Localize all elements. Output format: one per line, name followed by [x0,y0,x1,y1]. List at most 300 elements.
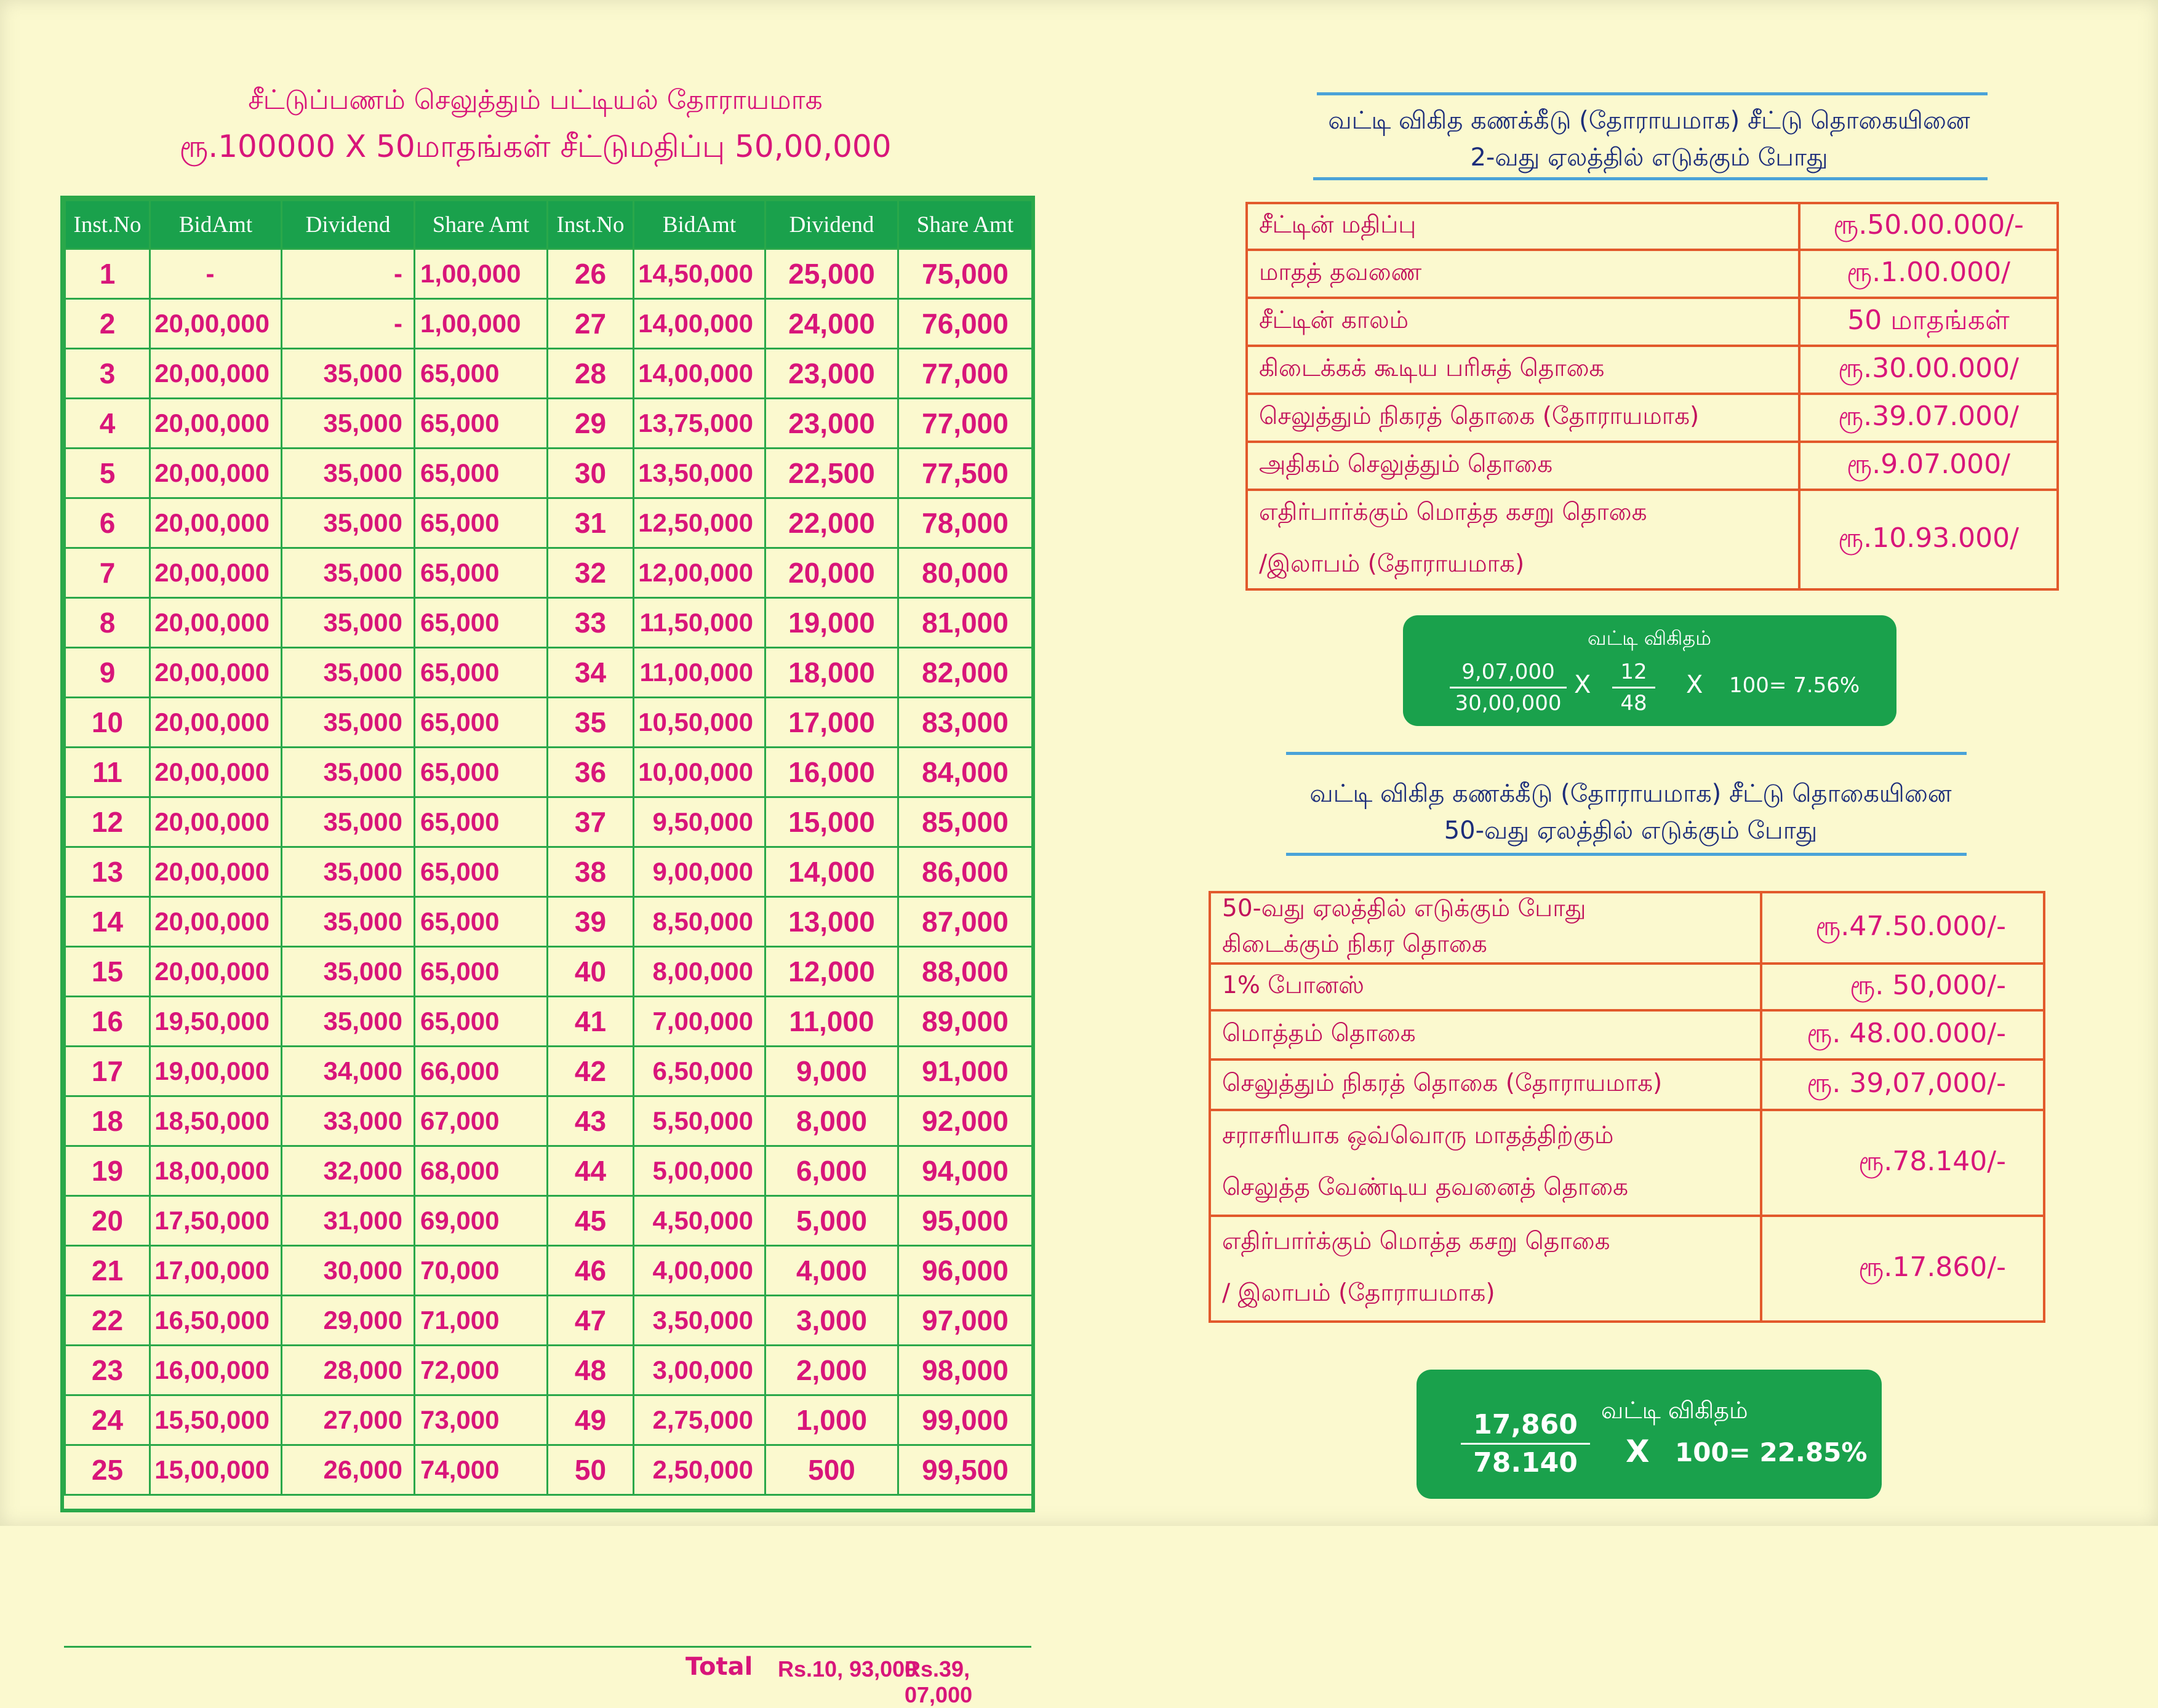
section1-heading-line2: 2-வது ஏலத்தில் எடுக்கும் போது [1470,143,1828,172]
table-cell: 8,00,000 [634,947,765,997]
table-cell: 10,50,000 [634,698,765,748]
info-row [1247,250,2058,298]
table-cell: 23,000 [765,399,898,449]
table-cell: 76,000 [898,299,1033,349]
table-cell: 2,50,000 [634,1445,765,1495]
table-cell: 9,00,000 [634,847,765,897]
rate-label: வட்டி விகிதம் [1588,626,1711,650]
table-cell: 4,000 [765,1246,898,1296]
column-header: BidAmt [634,201,765,249]
table-row [65,1346,1033,1395]
fraction-denominator: 78.140 [1473,1447,1578,1479]
table-row [65,698,1033,748]
table-row [65,498,1033,548]
table-cell: 1,00,000 [415,249,548,299]
table-cell: 35,000 [282,498,415,548]
info-value: ரூ. 48.00.000/- [1761,1010,2044,1060]
table-cell: 35,000 [282,349,415,399]
table-cell: 74,000 [415,1445,548,1495]
rate-label: வட்டி விகிதம் [1601,1397,1748,1424]
table-cell: 18,000 [765,648,898,698]
section1-heading-line1: வட்டி விகித கணக்கீடு (தோராயமாக) சீட்டு தொகையினை [1328,106,1970,135]
info-key-line: / இலாபம் (தோராயமாக) [1222,1279,1495,1307]
table-cell: 66,000 [415,1047,548,1096]
section2-heading-line1: வட்டி விகித கணக்கீடு (தோராயமாக) சீட்டு தொகையினை [1309,780,1952,808]
table-cell: 8,50,000 [634,897,765,947]
table-cell: 15 [65,947,150,997]
table-cell: 20,00,000 [150,498,282,548]
info-value: ரூ.30.00.000/ [1799,346,2058,394]
table-cell: 23,000 [765,349,898,399]
table-cell: 65,000 [415,997,548,1047]
table-row [65,349,1033,399]
table-cell: 65,000 [415,797,548,847]
table-cell: 20,00,000 [150,548,282,598]
section2-heading-line2: 50-வது ஏலத்தில் எடுக்கும் போது [1444,816,1818,845]
table-cell: 27 [548,299,634,349]
table-cell: 8,000 [765,1096,898,1146]
info-value: ரூ.17.860/- [1761,1216,2044,1322]
table-cell: 87,000 [898,897,1033,947]
table-cell: 1,000 [765,1395,898,1445]
table-cell: 22 [65,1296,150,1346]
table-cell: 16,000 [765,748,898,797]
table-cell: 20,00,000 [150,648,282,698]
fraction-numerator: 12 [1620,660,1647,684]
table-cell: 69,000 [415,1196,548,1246]
table-cell: 29,000 [282,1296,415,1346]
table-cell: 86,000 [898,847,1033,897]
table-cell: 99,500 [898,1445,1033,1495]
info-key-line: அதிகம் செலுத்தும் தொகை [1259,450,1553,478]
table-cell: 22,000 [765,498,898,548]
info-row [1247,442,2058,490]
divider-rule [1313,177,1988,180]
table-cell: 36 [548,748,634,797]
table-cell: 8 [65,598,150,648]
table-cell: 28,000 [282,1346,415,1395]
table-cell: 82,000 [898,648,1033,698]
info-key-line: /இலாபம் (தோராயமாக) [1259,550,1525,578]
table-cell: 17,000 [765,698,898,748]
table-row [65,947,1033,997]
info-row [1210,1110,2044,1216]
table-cell: 41 [548,997,634,1047]
table-cell: 10 [65,698,150,748]
schedule-title [62,79,1009,171]
table-cell: 20,00,000 [150,748,282,797]
table-cell: 67,000 [415,1096,548,1146]
table-row [65,399,1033,449]
table-cell: - [282,249,415,299]
info-value: ரூ. 39,07,000/- [1761,1060,2044,1110]
rate-result: 100= 7.56% [1729,673,1860,698]
table-cell: 2,75,000 [634,1395,765,1445]
table-cell: 16,00,000 [150,1346,282,1395]
info-value: ரூ.47.50.000/- [1761,892,2044,964]
info-key-line: கிடைக்கும் நிகர தொகை [1222,930,1487,958]
column-header: Dividend [765,201,898,249]
info-value: ரூ.39.07.000/ [1799,394,2058,442]
info-key [1247,346,1799,394]
table-cell: 20,00,000 [150,299,282,349]
info-row [1210,1010,2044,1060]
info-key-line: எதிர்பார்க்கும் மொத்த கசறு தொகை [1222,1227,1610,1255]
table-row [65,1196,1033,1246]
table-cell: 7,00,000 [634,997,765,1047]
divider-rule [1286,853,1967,856]
table-cell: 20,00,000 [150,698,282,748]
table-cell: 89,000 [898,997,1033,1047]
table-row [65,897,1033,947]
table-row [65,598,1033,648]
table-cell: 20,00,000 [150,449,282,498]
table-row [65,449,1033,498]
table-cell: 9 [65,648,150,698]
table-cell: 73,000 [415,1395,548,1445]
table-cell: - [282,299,415,349]
table-cell: 6 [65,498,150,548]
table-cell: 20,00,000 [150,349,282,399]
table-cell: 35 [548,698,634,748]
table-cell: 24 [65,1395,150,1445]
table-cell: 20,000 [765,548,898,598]
table-cell: 28 [548,349,634,399]
column-header: Inst.No [548,201,634,249]
table-cell: 14,000 [765,847,898,897]
table-cell: 35,000 [282,698,415,748]
table-cell: 77,500 [898,449,1033,498]
table-row [65,748,1033,797]
table-cell: 6,000 [765,1146,898,1196]
table-cell: 35,000 [282,548,415,598]
table-cell: 85,000 [898,797,1033,847]
table-cell: 3,000 [765,1296,898,1346]
table-cell: 14 [65,897,150,947]
table-cell: 91,000 [898,1047,1033,1096]
table-cell: 24,000 [765,299,898,349]
table-cell: 2 [65,299,150,349]
table-cell: 9,50,000 [634,797,765,847]
table-cell: 65,000 [415,548,548,598]
info-value: 50 மாதங்கள் [1799,298,2058,346]
table-cell: 31 [548,498,634,548]
table-cell: 81,000 [898,598,1033,648]
table-cell: 23 [65,1346,150,1395]
table-row [65,1395,1033,1445]
rate-fraction [1461,1409,1590,1479]
info-key [1247,298,1799,346]
table-cell: 17,00,000 [150,1246,282,1296]
table-row [65,548,1033,598]
table-cell: 5 [65,449,150,498]
table-cell: 18,00,000 [150,1146,282,1196]
table-cell: 30 [548,449,634,498]
table-cell: 30,000 [282,1246,415,1296]
schedule-header-row [65,201,1033,249]
table-cell: 18 [65,1096,150,1146]
table-cell: 47 [548,1296,634,1346]
info-key [1210,892,1761,964]
info-key [1210,1010,1761,1060]
info-row [1210,964,2044,1010]
table-row [65,1246,1033,1296]
table-cell: 65,000 [415,399,548,449]
table-cell: 33 [548,598,634,648]
total-dividend: Rs.10, 93,000 [778,1656,917,1682]
info-key [1247,394,1799,442]
table-cell: 4 [65,399,150,449]
info-row [1247,203,2058,250]
table-cell: 84,000 [898,748,1033,797]
info-key-line: மாதத் தவணை [1259,258,1422,286]
table-cell: 13 [65,847,150,897]
rate-fraction [1450,660,1567,716]
rate-result: 100= 22.85% [1675,1437,1868,1467]
table-cell: 21 [65,1246,150,1296]
table-cell: 65,000 [415,847,548,897]
table-cell: 35,000 [282,997,415,1047]
table-row [65,1047,1033,1096]
table-cell: 50 [548,1445,634,1495]
table-cell: 65,000 [415,748,548,797]
fraction-bar [1461,1443,1590,1445]
info-value: ரூ.50.00.000/- [1799,203,2058,250]
table-cell: 65,000 [415,698,548,748]
table-cell: 15,50,000 [150,1395,282,1445]
divider-rule [1317,92,1988,95]
info-value: ரூ.10.93.000/ [1799,490,2058,589]
table-cell: 25,000 [765,249,898,299]
table-cell: 13,75,000 [634,399,765,449]
table-cell: 1 [65,249,150,299]
info-value: ரூ.9.07.000/ [1799,442,2058,490]
table-row [65,847,1033,897]
table-cell: 65,000 [415,897,548,947]
divider-rule [1286,752,1967,755]
table-cell: 12,50,000 [634,498,765,548]
table-cell: 83,000 [898,698,1033,748]
section2-heading [1200,775,2061,849]
table-cell: 35,000 [282,797,415,847]
section2-table [1209,891,2045,1323]
table-cell: 15,000 [765,797,898,847]
column-header: BidAmt [150,201,282,249]
table-cell: 20,00,000 [150,897,282,947]
table-cell: 29 [548,399,634,449]
table-cell: 35,000 [282,947,415,997]
table-cell: 77,000 [898,399,1033,449]
table-cell: 35,000 [282,399,415,449]
table-cell: 40 [548,947,634,997]
info-row [1247,490,2058,589]
table-cell: 35,000 [282,897,415,947]
info-key-line: சீட்டின் மதிப்பு [1259,211,1417,239]
info-key [1210,1110,1761,1216]
table-cell: 65,000 [415,498,548,548]
table-cell: 97,000 [898,1296,1033,1346]
table-cell: - [150,249,282,299]
table-cell: 35,000 [282,598,415,648]
table-cell: 22,500 [765,449,898,498]
info-key-line: 1% போனஸ் [1222,972,1365,999]
table-cell: 4,00,000 [634,1246,765,1296]
table-cell: 44 [548,1146,634,1196]
info-key [1247,203,1799,250]
table-cell: 92,000 [898,1096,1033,1146]
table-cell: 16 [65,997,150,1047]
table-cell: 2,000 [765,1346,898,1395]
section2-rate-box [1417,1370,1882,1499]
table-cell: 20,00,000 [150,399,282,449]
info-key-line: செலுத்த வேண்டிய தவனைத் தொகை [1222,1173,1629,1201]
table-cell: 3,50,000 [634,1296,765,1346]
table-cell: 88,000 [898,947,1033,997]
info-key [1247,490,1799,589]
info-key-line: செலுத்தும் நிகரத் தொகை (தோராயமாக) [1259,402,1700,430]
table-cell: 46 [548,1246,634,1296]
table-cell: 35,000 [282,449,415,498]
schedule-title-line2: ரூ.100000 X 50மாதங்கள் சீட்டுமதிப்பு 50,00,000 [179,129,892,164]
table-row [65,1096,1033,1146]
total-share: Rs.39, 07,000 [905,1656,973,1707]
table-cell: 75,000 [898,249,1033,299]
info-key-line: செலுத்தும் நிகரத் தொகை (தோராயமாக) [1222,1069,1663,1097]
info-key-line: 50-வது ஏலத்தில் எடுக்கும் போது [1222,895,1586,922]
table-cell: 32,000 [282,1146,415,1196]
table-cell: 5,50,000 [634,1096,765,1146]
table-cell: 94,000 [898,1146,1033,1196]
fraction-bar [1612,687,1655,688]
table-cell: 25 [65,1445,150,1495]
table-cell: 5,000 [765,1196,898,1246]
table-cell: 20,00,000 [150,947,282,997]
table-cell: 95,000 [898,1196,1033,1246]
column-header: Share Amt [898,201,1033,249]
table-cell: 4,50,000 [634,1196,765,1246]
info-key [1210,1216,1761,1322]
table-row [65,1296,1033,1346]
info-row [1247,394,2058,442]
fraction-denominator: 48 [1620,691,1647,716]
column-header: Inst.No [65,201,150,249]
table-cell: 48 [548,1346,634,1395]
table-cell: 71,000 [415,1296,548,1346]
table-cell: 19,00,000 [150,1047,282,1096]
table-cell: 35,000 [282,648,415,698]
table-cell: 26,000 [282,1445,415,1495]
table-cell: 14,50,000 [634,249,765,299]
info-value: ரூ. 50,000/- [1761,964,2044,1010]
table-cell: 12 [65,797,150,847]
info-key-line: சராசரியாக ஒவ்வொரு மாதத்திற்கும் [1222,1122,1614,1149]
info-key-line: சீட்டின் காலம் [1259,306,1409,334]
column-header: Share Amt [415,201,548,249]
table-cell: 12,000 [765,947,898,997]
table-row [65,648,1033,698]
fraction-numerator: 17,860 [1473,1409,1578,1440]
table-cell: 34 [548,648,634,698]
table-cell: 43 [548,1096,634,1146]
table-cell: 72,000 [415,1346,548,1395]
schedule-table [64,199,1033,1496]
info-row [1247,346,2058,394]
table-row [65,797,1033,847]
table-cell: 39 [548,897,634,947]
info-value: ரூ.78.140/- [1761,1110,2044,1216]
schedule-title-line1: சீட்டுப்பணம் செலுத்தும் பட்டியல் தோராயமாக [248,84,823,116]
table-cell: 33,000 [282,1096,415,1146]
info-row [1247,298,2058,346]
table-cell: 80,000 [898,548,1033,598]
table-cell: 45 [548,1196,634,1246]
table-cell: 13,50,000 [634,449,765,498]
table-cell: 20 [65,1196,150,1246]
table-cell: 15,00,000 [150,1445,282,1495]
table-row [65,997,1033,1047]
table-cell: 65,000 [415,648,548,698]
table-cell: 10,00,000 [634,748,765,797]
table-cell: 96,000 [898,1246,1033,1296]
table-cell: 14,00,000 [634,299,765,349]
info-row [1210,1060,2044,1110]
table-cell: 31,000 [282,1196,415,1246]
section1-heading [1218,102,2080,176]
table-cell: 17,50,000 [150,1196,282,1246]
table-cell: 32 [548,548,634,598]
table-cell: 98,000 [898,1346,1033,1395]
fraction-denominator: 30,00,000 [1455,691,1562,716]
section1-table [1245,202,2059,591]
table-cell: 68,000 [415,1146,548,1196]
info-row [1210,892,2044,964]
table-cell: 3,00,000 [634,1346,765,1395]
schedule-total-row [64,1646,1031,1707]
table-cell: 65,000 [415,947,548,997]
times-sign: X [1574,671,1591,699]
times-sign: X [1626,1434,1650,1469]
table-cell: 5,00,000 [634,1146,765,1196]
table-cell: 11,50,000 [634,598,765,648]
table-row [65,1445,1033,1495]
table-cell: 7 [65,548,150,598]
table-cell: 16,50,000 [150,1296,282,1346]
table-cell: 38 [548,847,634,897]
table-cell: 11,00,000 [634,648,765,698]
table-cell: 9,000 [765,1047,898,1096]
schedule-table-frame [60,196,1035,1707]
table-cell: 70,000 [415,1246,548,1296]
info-key-line: கிடைக்கக் கூடிய பரிசுத் தொகை [1259,354,1605,382]
table-row [65,299,1033,349]
table-cell: 17 [65,1047,150,1096]
fraction-bar [1450,687,1567,688]
table-cell: 78,000 [898,498,1033,548]
fraction-numerator: 9,07,000 [1461,660,1555,684]
info-row [1210,1216,2044,1322]
table-cell: 99,000 [898,1395,1033,1445]
table-cell: 12,00,000 [634,548,765,598]
table-cell: 27,000 [282,1395,415,1445]
table-cell: 19 [65,1146,150,1196]
info-key [1210,1060,1761,1110]
table-cell: 20,00,000 [150,598,282,648]
info-value: ரூ.1.00.000/ [1799,250,2058,298]
table-cell: 6,50,000 [634,1047,765,1096]
column-header: Dividend [282,201,415,249]
times-sign: X [1686,671,1703,699]
table-cell: 65,000 [415,449,548,498]
